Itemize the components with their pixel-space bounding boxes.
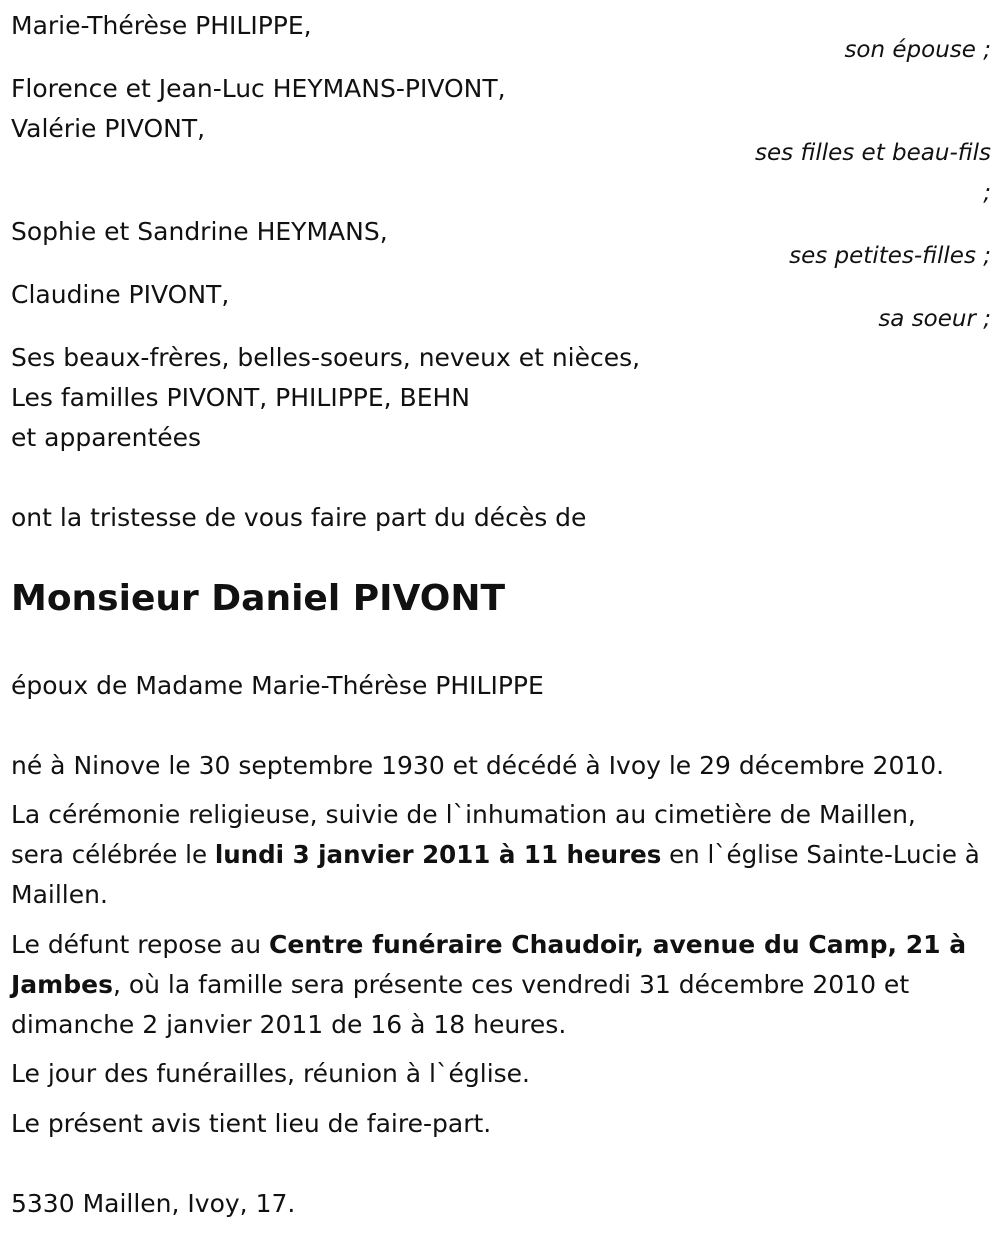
ceremony-date: lundi 3 janvier 2011 à 11 heures xyxy=(214,840,662,869)
sister-name: Claudine PIVONT, xyxy=(11,280,230,309)
others-line-3: et apparentées xyxy=(11,423,202,452)
others-line-2: Les familles PIVONT, PHILIPPE, BEHN xyxy=(11,383,470,412)
ceremony-line-2 xyxy=(11,835,980,875)
visitation-line-2 xyxy=(11,965,909,1005)
daughters-role-punct: ; xyxy=(983,180,991,206)
announcement: ont la tristesse de vous faire part du décès de xyxy=(11,503,587,532)
notice: Le présent avis tient lieu de faire-part. xyxy=(11,1109,492,1138)
deceased-name: Monsieur Daniel PIVONT xyxy=(11,578,506,619)
visitation-town: Jambes xyxy=(11,970,113,999)
visitation-line-1-pre: Le défunt repose au xyxy=(11,930,270,959)
visitation-line-3: dimanche 2 janvier 2011 de 16 à 18 heures. xyxy=(11,1010,567,1039)
spouse-name: Marie-Thérèse PHILIPPE, xyxy=(11,11,312,40)
address: 5330 Maillen, Ivoy, 17. xyxy=(11,1189,296,1218)
visitation-line-1 xyxy=(11,925,966,965)
visitation-place: Centre funéraire Chaudoir, avenue du Camp, 21 à xyxy=(269,930,967,959)
ceremony-line-2-pre: sera célébrée le xyxy=(11,840,215,869)
ceremony-line-1: La cérémonie religieuse, suivie de l`inhumation au cimetière de Maillen, xyxy=(11,800,916,829)
spouse-role: son épouse ; xyxy=(844,37,991,63)
daughters-role: ses filles et beau-fils xyxy=(755,140,991,166)
daughters-line-1: Florence et Jean-Luc HEYMANS-PIVONT, xyxy=(11,74,506,103)
others-line-1: Ses beaux-frères, belles-soeurs, neveux et nièces, xyxy=(11,343,641,372)
ceremony-line-2-post: en l`église Sainte-Lucie à xyxy=(661,840,980,869)
birth-death: né à Ninove le 30 septembre 1930 et décédé à Ivoy le 29 décembre 2010. xyxy=(11,751,945,780)
visitation-line-2-post: , où la famille sera présente ces vendredi 31 décembre 2010 et xyxy=(112,970,910,999)
daughters-line-2: Valérie PIVONT, xyxy=(11,114,206,143)
ceremony-line-3: Maillen. xyxy=(11,880,108,909)
funeral-meeting: Le jour des funérailles, réunion à l`église. xyxy=(11,1059,530,1088)
spouse-of: époux de Madame Marie-Thérèse PHILIPPE xyxy=(11,671,544,700)
granddaughters-role: ses petites-filles ; xyxy=(789,243,991,269)
sister-role: sa soeur ; xyxy=(878,306,991,332)
granddaughters-name: Sophie et Sandrine HEYMANS, xyxy=(11,217,388,246)
